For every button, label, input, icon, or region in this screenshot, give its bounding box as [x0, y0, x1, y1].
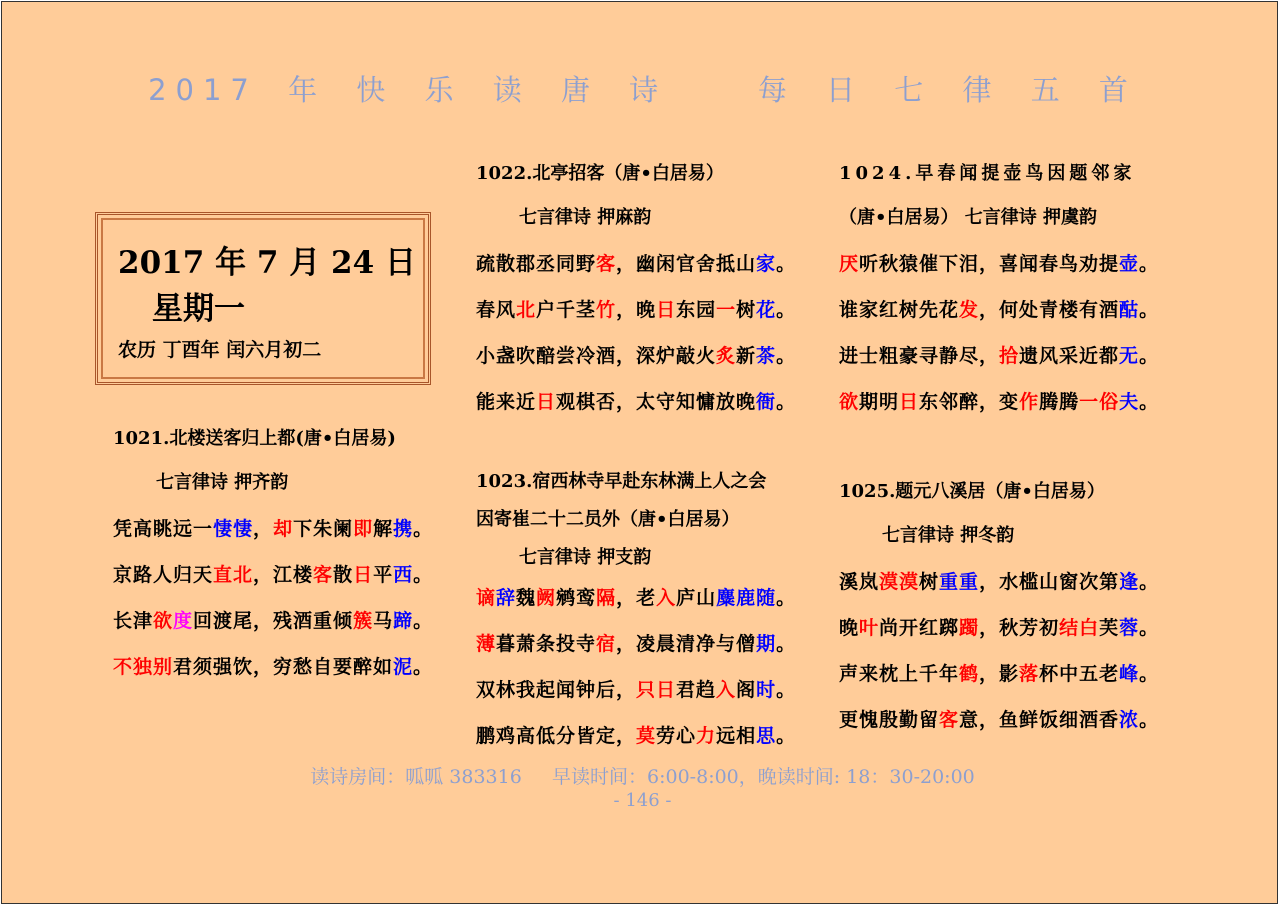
line-text: 平 — [373, 564, 394, 586]
highlighted-character: 携 — [393, 518, 414, 540]
poem-form: 七言律诗 押冬韵 — [882, 525, 1015, 546]
line-text: 魏 — [516, 587, 537, 609]
line-text: 。 — [776, 633, 797, 655]
highlighted-character: 直北 — [213, 564, 254, 586]
line-text: 鹏鸡高低分皆定， — [476, 725, 637, 747]
line-text: 君趋 — [676, 679, 717, 701]
highlighted-character: 西 — [393, 564, 414, 586]
line-text: 进士粗豪寻静尽， — [839, 345, 1000, 367]
highlighted-character: 客 — [596, 253, 617, 275]
highlighted-character: 日 — [536, 391, 557, 413]
line-text: 东邻醉，变 — [919, 391, 1020, 413]
line-text: 散 — [333, 564, 354, 586]
highlighted-character: 麋鹿 — [716, 587, 757, 609]
poem-form: 七言律诗 押支韵 — [519, 547, 652, 568]
line-text: ， — [253, 518, 274, 540]
line-text: 一 — [193, 518, 214, 540]
line-text: 芙 — [1099, 617, 1120, 639]
line-text: 阁 — [736, 679, 757, 701]
line-text: 。 — [413, 610, 434, 632]
page-title: 2017 年 快 乐 读 唐 诗 每 日 七 律 五 首 — [148, 73, 1137, 107]
line-text: 树 — [919, 571, 940, 593]
poem-line — [839, 388, 1159, 434]
line-text: 。 — [776, 391, 797, 413]
highlighted-character: 度 — [173, 610, 194, 632]
line-text: 马 — [373, 610, 394, 632]
poem-line — [476, 630, 796, 676]
highlighted-character: 只日 — [636, 679, 677, 701]
poem-title: 1022.北亭招客（唐•白居易） — [476, 163, 724, 184]
line-text: 疏散郡丞同野 — [476, 253, 597, 275]
line-text: 远相 — [716, 725, 757, 747]
line-text: 。 — [1139, 663, 1160, 685]
highlighted-character: 躅 — [959, 617, 980, 639]
poem-line — [839, 342, 1159, 388]
highlighted-character: 思 — [756, 725, 777, 747]
line-text: 。 — [1139, 345, 1160, 367]
line-text: 。 — [1139, 253, 1160, 275]
document-page — [1, 1, 1278, 904]
line-text: 。 — [776, 679, 797, 701]
highlighted-character: 宿 — [596, 633, 617, 655]
line-text: 。 — [1139, 617, 1160, 639]
highlighted-character: 辞 — [496, 587, 517, 609]
line-text: 期明 — [859, 391, 900, 413]
poem-line — [839, 706, 1159, 752]
highlighted-character: 酤 — [1119, 299, 1140, 321]
highlighted-character: 阙 — [536, 587, 557, 609]
highlighted-character: 无 — [1119, 345, 1140, 367]
line-text: 。 — [776, 253, 797, 275]
highlighted-character: 入 — [716, 679, 737, 701]
line-text: ，影 — [979, 663, 1020, 685]
date-gregorian: 2017 年 7 月 24 日 — [118, 245, 416, 281]
poem-line — [113, 515, 433, 561]
poem-line — [839, 614, 1159, 660]
line-text: 。 — [1139, 299, 1160, 321]
line-text: 能来近 — [476, 391, 537, 413]
poem-line — [839, 660, 1159, 706]
highlighted-character: 莫 — [636, 725, 657, 747]
highlighted-character: 谪 — [476, 587, 497, 609]
line-text: 声来枕上千年 — [839, 663, 960, 685]
line-text: 君须强饮，穷愁自要醉如 — [173, 656, 394, 678]
line-text: ，幽闲官舍抵山 — [616, 253, 757, 275]
line-text: 。 — [413, 518, 434, 540]
poem-line — [839, 296, 1159, 342]
poem-form: 七言律诗 押麻韵 — [519, 207, 652, 228]
line-text: 双林我起闻钟后， — [476, 679, 637, 701]
highlighted-character: 一俗 — [1079, 391, 1120, 413]
highlighted-character: 茶 — [756, 345, 777, 367]
highlighted-character: 拾 — [999, 345, 1020, 367]
highlighted-character: 逢 — [1119, 571, 1140, 593]
line-text: 鹓鸾 — [556, 587, 597, 609]
date-lunar: 农历 丁酉年 闰六月初二 — [118, 339, 322, 361]
highlighted-character: 竹 — [596, 299, 617, 321]
highlighted-character: 漠漠 — [879, 571, 920, 593]
line-text: 凭高眺远 — [113, 518, 194, 540]
line-text: ，何处青楼有酒 — [979, 299, 1120, 321]
highlighted-character: 欲 — [153, 610, 174, 632]
poem-line — [113, 653, 433, 699]
line-text: ，晚 — [616, 299, 657, 321]
poem-title: 1025.题元八溪居（唐•白居易） — [839, 481, 1105, 502]
line-text: 。 — [776, 299, 797, 321]
line-text: ，秋芳初 — [979, 617, 1060, 639]
highlighted-character: 日 — [899, 391, 920, 413]
reading-schedule: 读诗房间：呱呱 383316 早读时间：6:00-8:00，晚读时间: 18：30-20:00 — [310, 766, 975, 788]
highlighted-character: 不独别 — [113, 656, 174, 678]
highlighted-character: 蹄 — [393, 610, 414, 632]
poem-1022 — [476, 160, 796, 434]
highlighted-character: 即 — [353, 518, 374, 540]
line-text: 。 — [776, 587, 797, 609]
line-text: 春风 — [476, 299, 517, 321]
highlighted-character: 隔 — [596, 587, 617, 609]
line-text: 观棋否，太守知慵放晚 — [556, 391, 757, 413]
line-text: 长津 — [113, 610, 154, 632]
line-text: 溪岚 — [839, 571, 880, 593]
poem-title-continued: （唐•白居易） 七言律诗 押虞韵 — [839, 207, 1098, 228]
line-text: 谁家红树先花 — [839, 299, 960, 321]
line-text: 新 — [736, 345, 757, 367]
poem-line — [476, 676, 796, 722]
poem-form: 七言律诗 押齐韵 — [156, 472, 289, 493]
poem-line — [839, 568, 1159, 614]
highlighted-character: 时 — [756, 679, 777, 701]
line-text: 小盏吹醅尝冷酒，深炉敲火 — [476, 345, 717, 367]
highlighted-character: 簇 — [353, 610, 374, 632]
poem-line — [839, 250, 1159, 296]
poem-1023 — [476, 468, 796, 768]
line-text: 。 — [413, 564, 434, 586]
highlighted-character: 入 — [656, 587, 677, 609]
line-text: 晚 — [839, 617, 860, 639]
highlighted-character: 峰 — [1119, 663, 1140, 685]
highlighted-character: 夫 — [1119, 391, 1140, 413]
highlighted-character: 重重 — [939, 571, 980, 593]
line-text: ，水槛山窗次第 — [979, 571, 1120, 593]
line-text: 树 — [736, 299, 757, 321]
line-text: 听秋猿催下泪，喜闻春鸟劝提 — [859, 253, 1120, 275]
highlighted-character: 日 — [353, 564, 374, 586]
highlighted-character: 鹤 — [959, 663, 980, 685]
line-text: 。 — [413, 656, 434, 678]
poem-line — [113, 607, 433, 653]
line-text: ，凌晨清净与僧 — [616, 633, 757, 655]
poem-title: 1023.宿西林寺早赴东林满上人之会 — [476, 471, 767, 492]
highlighted-character: 欲 — [839, 391, 860, 413]
highlighted-character: 期 — [756, 633, 777, 655]
highlighted-character: 家 — [756, 253, 777, 275]
highlighted-character: 落 — [1019, 663, 1040, 685]
highlighted-character: 壶 — [1119, 253, 1140, 275]
poem-1024 — [839, 160, 1159, 434]
highlighted-character: 厌 — [839, 253, 860, 275]
line-text: 户千茎 — [536, 299, 597, 321]
line-text: 。 — [1139, 709, 1160, 731]
highlighted-character: 浓 — [1119, 709, 1140, 731]
poem-title-continued: 因寄崔二十二员外（唐•白居易） — [476, 509, 740, 530]
highlighted-character: 力 — [696, 725, 717, 747]
line-text: ，老 — [616, 587, 657, 609]
poem-line — [113, 561, 433, 607]
highlighted-character: 却 — [273, 518, 294, 540]
line-text: 。 — [1139, 391, 1160, 413]
highlighted-character: 泥 — [393, 656, 414, 678]
highlighted-character: 北 — [516, 299, 537, 321]
poem-line — [476, 296, 796, 342]
line-text: 庐山 — [676, 587, 717, 609]
line-text: 。 — [776, 345, 797, 367]
highlighted-character: 叶 — [859, 617, 880, 639]
highlighted-character: 衙 — [756, 391, 777, 413]
highlighted-character: 日 — [656, 299, 677, 321]
poem-line — [476, 342, 796, 388]
line-text: 暮萧条投寺 — [496, 633, 597, 655]
highlighted-character: 客 — [313, 564, 334, 586]
line-text: ，江楼 — [253, 564, 314, 586]
line-text: 。 — [776, 725, 797, 747]
highlighted-character: 发 — [959, 299, 980, 321]
line-text: 遗风采近都 — [1019, 345, 1120, 367]
highlighted-character: 一 — [716, 299, 737, 321]
poem-title: 1024.早春闻提壶鸟因题邻家 — [839, 163, 1136, 184]
line-text: 下朱阑 — [293, 518, 354, 540]
date-box — [95, 212, 431, 385]
line-text: 京路人归天 — [113, 564, 214, 586]
line-text: 尚开红踯 — [879, 617, 960, 639]
poem-line — [476, 584, 796, 630]
highlighted-character: 薄 — [476, 633, 497, 655]
poem-title: 1021.北楼送客归上都(唐•白居易) — [113, 428, 396, 449]
poem-1025 — [839, 478, 1159, 752]
line-text: 意，鱼鲜饭细酒香 — [959, 709, 1120, 731]
line-text: 腾腾 — [1039, 391, 1080, 413]
highlighted-character: 客 — [939, 709, 960, 731]
line-text: 东园 — [676, 299, 717, 321]
line-text: 劳心 — [656, 725, 697, 747]
highlighted-character: 花 — [756, 299, 777, 321]
poem-1021 — [113, 425, 433, 699]
line-text: 杯中五老 — [1039, 663, 1120, 685]
poem-line — [476, 250, 796, 296]
line-text: 。 — [1139, 571, 1160, 593]
line-text: 更愧殷勤留 — [839, 709, 940, 731]
line-text: 解 — [373, 518, 394, 540]
line-text: 回渡尾，残酒重倾 — [193, 610, 354, 632]
highlighted-character: 作 — [1019, 391, 1040, 413]
highlighted-character: 结白 — [1059, 617, 1100, 639]
highlighted-character: 炙 — [716, 345, 737, 367]
highlighted-character: 悽悽 — [213, 518, 254, 540]
highlighted-character: 随 — [756, 587, 777, 609]
poem-line — [476, 388, 796, 434]
date-weekday: 星期一 — [152, 291, 245, 327]
highlighted-character: 蓉 — [1119, 617, 1140, 639]
page-number: - 146 - — [613, 790, 672, 811]
